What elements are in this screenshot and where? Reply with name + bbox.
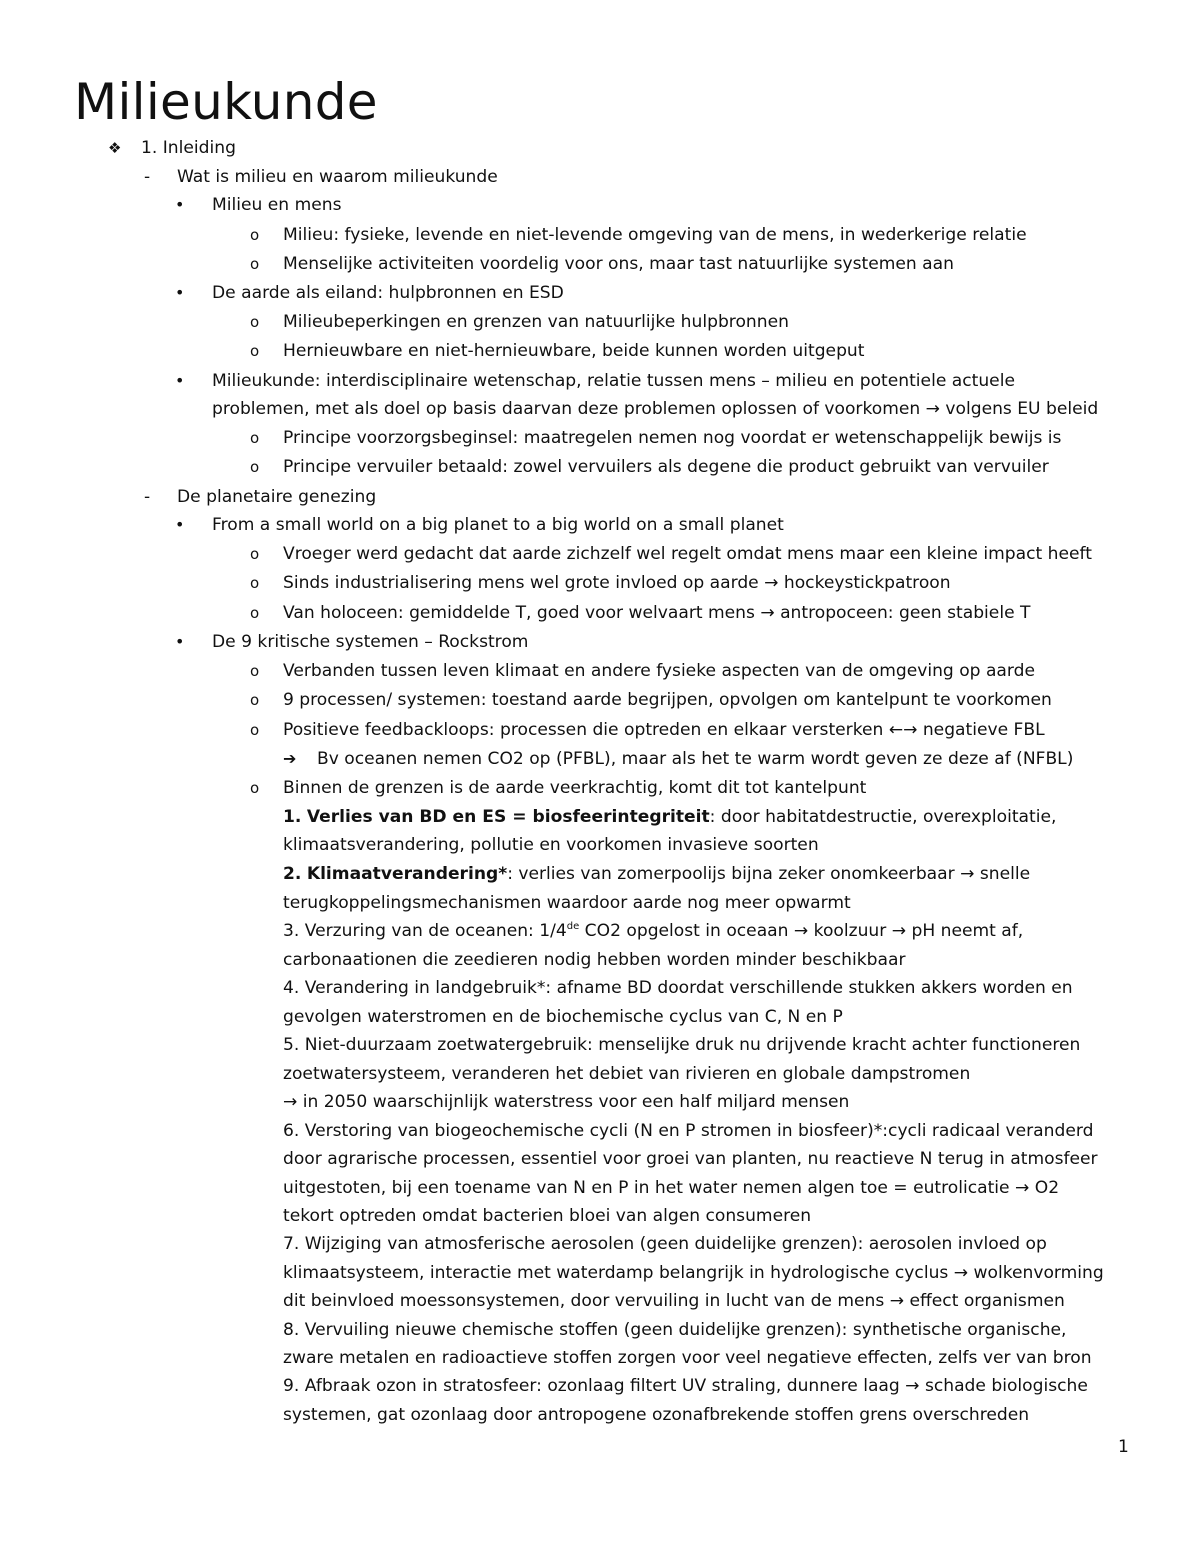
- list-item: 9 processen/ systemen: toestand aarde begrijpen, opvolgen om kantelpunt te voorkomen: [283, 690, 1052, 710]
- list-item-continuation: problemen, met als doel op basis daarvan deze problemen oplossen of voorkomen → volgens EU beleid: [212, 399, 1099, 419]
- circle-bullet-icon: o: [250, 255, 260, 273]
- process-2: 2. Klimaatverandering*: verlies van zomerpoolijs bijna zeker onomkeerbaar → snelle: [283, 864, 1031, 884]
- list-item: Principe vervuiler betaald: zowel vervuilers als degene die product gebruikt van vervuiler: [283, 457, 1049, 477]
- list-item: De aarde als eiland: hulpbronnen en ESD: [212, 283, 564, 303]
- bullet-icon: •: [175, 195, 185, 214]
- circle-bullet-icon: o: [250, 721, 260, 739]
- process-6-continuation: door agrarische processen, essentiel voor groei van planten, nu reactieve N terug in atmosfeer: [283, 1149, 1098, 1169]
- circle-bullet-icon: o: [250, 226, 260, 244]
- process-7-continuation: dit beinvloed moessonsystemen, door vervuiling in lucht van de mens → effect organismen: [283, 1291, 1065, 1311]
- process-4: 4. Verandering in landgebruik*: afname BD doordat verschillende stukken akkers worden en: [283, 978, 1073, 998]
- circle-bullet-icon: o: [250, 545, 260, 563]
- section-heading: 1. Inleiding: [141, 138, 236, 158]
- process-6: 6. Verstoring van biogeochemische cycli (N en P stromen in biosfeer)*:cycli radicaal veranderd: [283, 1121, 1094, 1141]
- bullet-icon: •: [175, 283, 185, 302]
- process-8-continuation: zware metalen en radioactieve stoffen zorgen voor veel negatieve effecten, zelfs ver van bron: [283, 1348, 1092, 1368]
- process-5: 5. Niet-duurzaam zoetwatergebruik: menselijke druk nu drijvende kracht achter functioneren: [283, 1035, 1081, 1055]
- arrow-bullet-icon: ➔: [283, 749, 297, 768]
- list-item: Vroeger werd gedacht dat aarde zichzelf wel regelt omdat mens maar een kleine impact heeft: [283, 544, 1092, 564]
- process-2-continuation: terugkoppelingsmechanismen waardoor aarde nog meer opwarmt: [283, 893, 851, 913]
- list-item: Sinds industrialisering mens wel grote invloed op aarde → hockeystickpatroon: [283, 573, 951, 593]
- diamond-bullet-icon: ❖: [108, 139, 119, 157]
- dash-bullet-icon: -: [144, 487, 151, 507]
- process-7-continuation: klimaatsysteem, interactie met waterdamp belangrijk in hydrologische cyclus → wolkenvorming: [283, 1263, 1104, 1283]
- process-4-continuation: gevolgen waterstromen en de biochemische cyclus van C, N en P: [283, 1007, 843, 1027]
- list-item: Milieu: fysieke, levende en niet-levende omgeving van de mens, in wederkerige relatie: [283, 225, 1027, 245]
- list-item: Bv oceanen nemen CO2 op (PFBL), maar als het te warm wordt geven ze deze af (NFBL): [317, 749, 1074, 769]
- list-item: Milieubeperkingen en grenzen van natuurlijke hulpbronnen: [283, 312, 789, 332]
- page-number: 1: [1118, 1437, 1129, 1457]
- process-8: 8. Vervuiling nieuwe chemische stoffen (geen duidelijke grenzen): synthetische organische,: [283, 1320, 1067, 1340]
- circle-bullet-icon: o: [250, 429, 260, 447]
- subsection-heading: Wat is milieu en waarom milieukunde: [177, 167, 498, 187]
- process-3-continuation: carbonaationen die zeedieren nodig hebben worden minder beschikbaar: [283, 950, 906, 970]
- list-item: From a small world on a big planet to a big world on a small planet: [212, 515, 784, 535]
- page-title: Milieukunde: [74, 73, 378, 131]
- list-item: Hernieuwbare en niet-hernieuwbare, beide kunnen worden uitgeput: [283, 341, 865, 361]
- circle-bullet-icon: o: [250, 779, 260, 797]
- list-item: Milieukunde: interdisciplinaire wetenschap, relatie tussen mens – milieu en potentiele actuele: [212, 371, 1015, 391]
- circle-bullet-icon: o: [250, 313, 260, 331]
- list-item: Van holoceen: gemiddelde T, goed voor welvaart mens → antropoceen: geen stabiele T: [283, 603, 1031, 623]
- process-1-continuation: klimaatsverandering, pollutie en voorkomen invasieve soorten: [283, 835, 819, 855]
- list-item: Principe voorzorgsbeginsel: maatregelen nemen nog voordat er wetenschappelijk bewijs is: [283, 428, 1062, 448]
- process-3: 3. Verzuring van de oceanen: 1/4de CO2 opgelost in oceaan → koolzuur → pH neemt af,: [283, 921, 1024, 941]
- bullet-icon: •: [175, 515, 185, 534]
- bullet-icon: •: [175, 371, 185, 390]
- process-1: 1. Verlies van BD en ES = biosfeerintegriteit: door habitatdestructie, overexploitatie,: [283, 807, 1057, 827]
- circle-bullet-icon: o: [250, 691, 260, 709]
- process-9-continuation: systemen, gat ozonlaag door antropogene ozonafbrekende stoffen grens overschreden: [283, 1405, 1030, 1425]
- circle-bullet-icon: o: [250, 342, 260, 360]
- list-item: Menselijke activiteiten voordelig voor ons, maar tast natuurlijke systemen aan: [283, 254, 954, 274]
- list-item: Positieve feedbackloops: processen die optreden en elkaar versterken ←→ negatieve FBL: [283, 720, 1045, 740]
- process-6-continuation: tekort optreden omdat bacterien bloei van algen consumeren: [283, 1206, 812, 1226]
- bullet-icon: •: [175, 632, 185, 651]
- subsection-heading: De planetaire genezing: [177, 487, 377, 507]
- process-5-continuation: → in 2050 waarschijnlijk waterstress voor een half miljard mensen: [283, 1092, 850, 1112]
- circle-bullet-icon: o: [250, 574, 260, 592]
- process-9: 9. Afbraak ozon in stratosfeer: ozonlaag filtert UV straling, dunnere laag → schade biologische: [283, 1376, 1088, 1396]
- list-item: De 9 kritische systemen – Rockstrom: [212, 632, 529, 652]
- circle-bullet-icon: o: [250, 662, 260, 680]
- list-item: Binnen de grenzen is de aarde veerkrachtig, komt dit tot kantelpunt: [283, 778, 867, 798]
- dash-bullet-icon: -: [144, 167, 151, 187]
- process-5-continuation: zoetwatersysteem, veranderen het debiet van rivieren en globale dampstromen: [283, 1064, 971, 1084]
- list-item: Verbanden tussen leven klimaat en andere fysieke aspecten van de omgeving op aarde: [283, 661, 1035, 681]
- list-item: Milieu en mens: [212, 195, 342, 215]
- process-6-continuation: uitgestoten, bij een toename van N en P in het water nemen algen toe = eutrolicatie → O2: [283, 1178, 1060, 1198]
- circle-bullet-icon: o: [250, 604, 260, 622]
- circle-bullet-icon: o: [250, 458, 260, 476]
- process-7: 7. Wijziging van atmosferische aerosolen (geen duidelijke grenzen): aerosolen invloed op: [283, 1234, 1047, 1254]
